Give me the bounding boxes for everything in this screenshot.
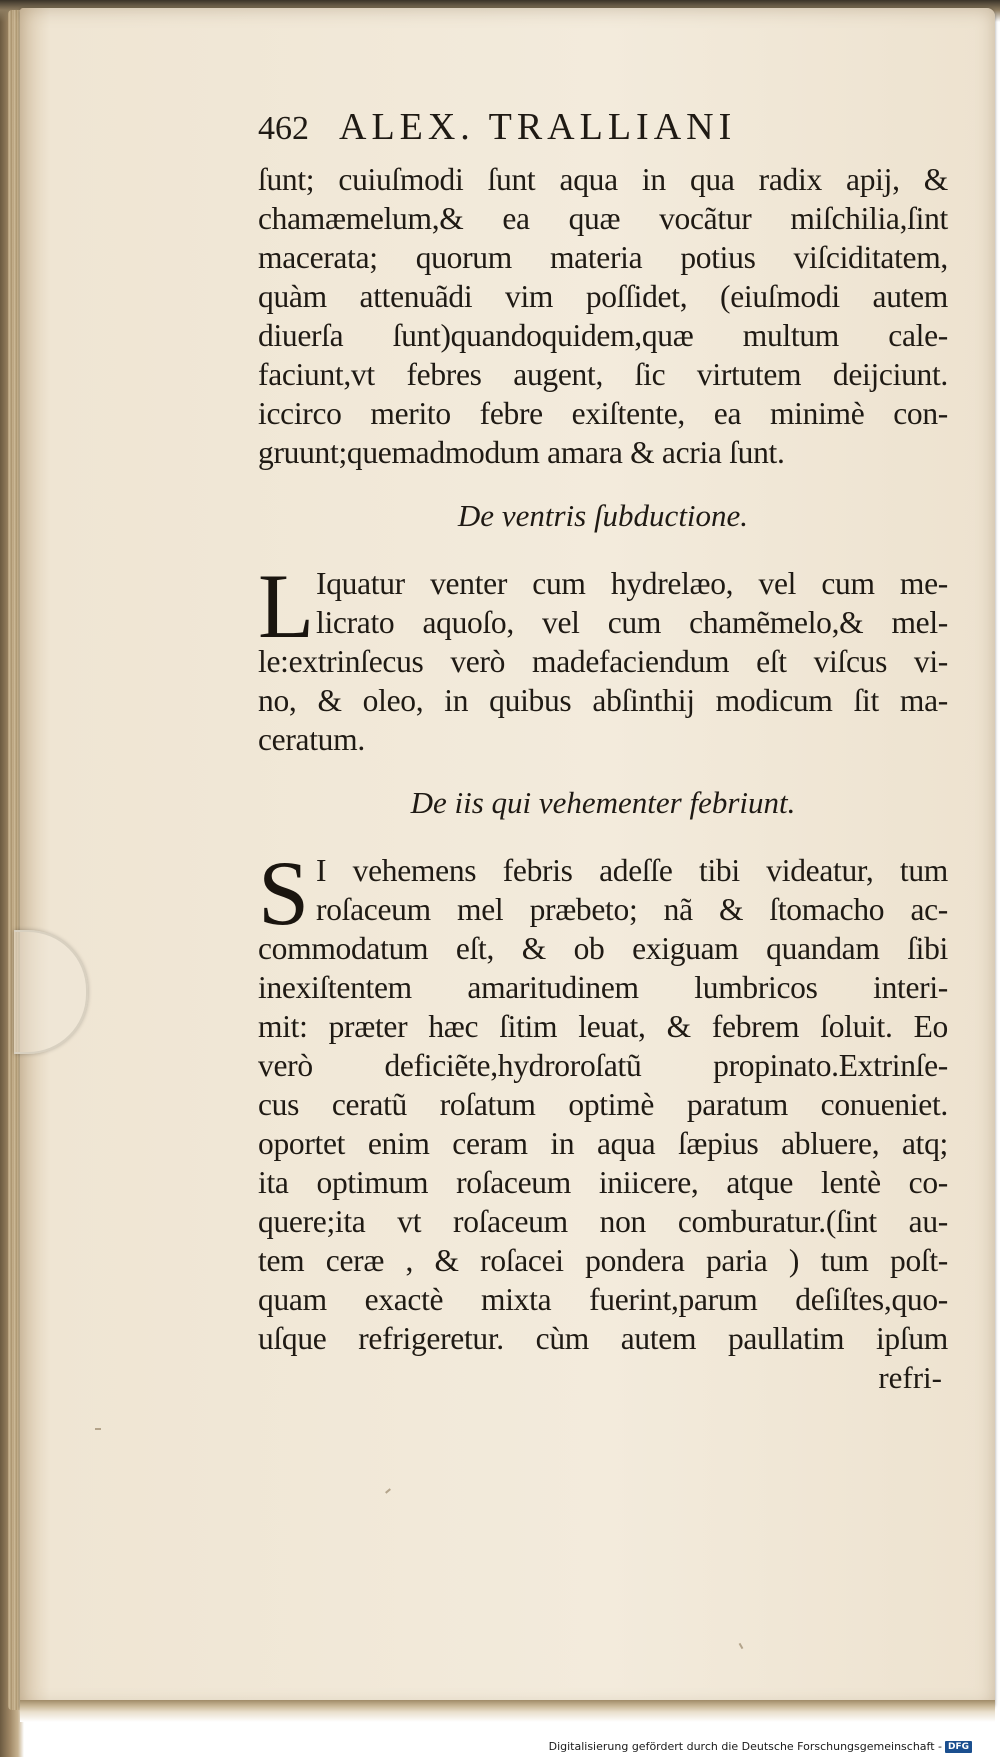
text-line: ceratum.: [258, 722, 365, 757]
text-line: licrato aquoſo, vel cum chamẽmelo,& mel-: [316, 605, 948, 640]
text-line: no, & oleo, in quibus abſinthij modicum ſit ma-: [258, 683, 948, 718]
paper-speck: [95, 1428, 101, 1430]
text-line: ita optimum roſaceum iniicere, atque lentè co-: [258, 1165, 948, 1200]
text-line: ſunt; cuiuſmodi ſunt aqua in qua radix apij, &: [258, 162, 948, 197]
text-line: quere;ita vt roſaceum non comburatur.(ſint au-: [258, 1204, 948, 1239]
text-line: iccirco merito febre exiſtente, ea minimè con-: [258, 396, 948, 431]
text-block-continuation: [258, 160, 948, 472]
catchword: refri-: [878, 1360, 942, 1395]
page-bottom-edge: [20, 1700, 995, 1722]
text-line: faciunt,vt febres augent, ſic virtutem deijciunt.: [258, 357, 948, 392]
text-line: commodatum eſt, & ob exiguam quandam ſibi: [258, 931, 948, 966]
text-line: uſque refrigeretur. cùm autem paullatim ipſum: [258, 1321, 948, 1356]
credit-text: Digitalisierung gefördert durch die Deutsche Forschungsgemeinschaft -: [548, 1740, 942, 1753]
page-text-column: [258, 105, 948, 1397]
text-line: le:extrinſecus verò madefaciendum eſt viſcus vi-: [258, 644, 948, 679]
text-line: Iquatur venter cum hydrelæo, vel cum me-: [316, 566, 948, 601]
text-line: quàm attenuãdi vim poſſidet, (eiuſmodi autem: [258, 279, 948, 314]
text-line: roſaceum mel præbeto; nã & ſtomacho ac-: [316, 892, 948, 927]
text-line: quam exactè mixta fuerint,parum deſiſtes,quo-: [258, 1282, 948, 1317]
text-line: diuerſa ſunt)quandoquidem,quæ multum cale-: [258, 318, 948, 353]
text-line: cus ceratũ roſatum optimè paratum conueniet.: [258, 1087, 948, 1122]
text-line: gruunt;quemadmodum amara & acria ſunt.: [258, 435, 785, 470]
running-head: [258, 105, 948, 160]
text-line: tem ceræ , & roſacei pondera paria ) tum poſt-: [258, 1243, 948, 1278]
section-heading: De ventris ſubductione.: [457, 498, 749, 533]
running-title: ALEX. TRALLIANI: [339, 106, 737, 148]
text-line: chamæmelum,& ea quæ vocãtur miſchilia,ſint: [258, 201, 948, 236]
text-line: inexiſtentem amaritudinem lumbricos interi-: [258, 970, 948, 1005]
text-line: macerata; quorum materia potius viſciditatem,: [258, 240, 948, 275]
section-paragraph: [258, 842, 948, 1358]
text-line: verò deficiẽte,hydroroſatũ propinato.Extrinſe-: [258, 1048, 948, 1083]
page-number: 462: [258, 110, 309, 147]
digitization-credit: [549, 1740, 972, 1753]
dfg-logo-icon: DFG: [945, 1741, 972, 1753]
drop-cap: L: [258, 555, 315, 657]
section-heading: De iis qui vehementer febriunt.: [410, 785, 796, 820]
text-line: I vehemens febris adeſſe tibi videatur, tum: [316, 853, 948, 888]
text-line: mit: præter hæc ſitim leuat, & febrem ſoluit. Eo: [258, 1009, 948, 1044]
drop-cap: S: [258, 842, 310, 944]
text-line: oportet enim ceram in aqua ſæpius abluere, atq;: [258, 1126, 948, 1161]
section-paragraph: [258, 555, 948, 759]
